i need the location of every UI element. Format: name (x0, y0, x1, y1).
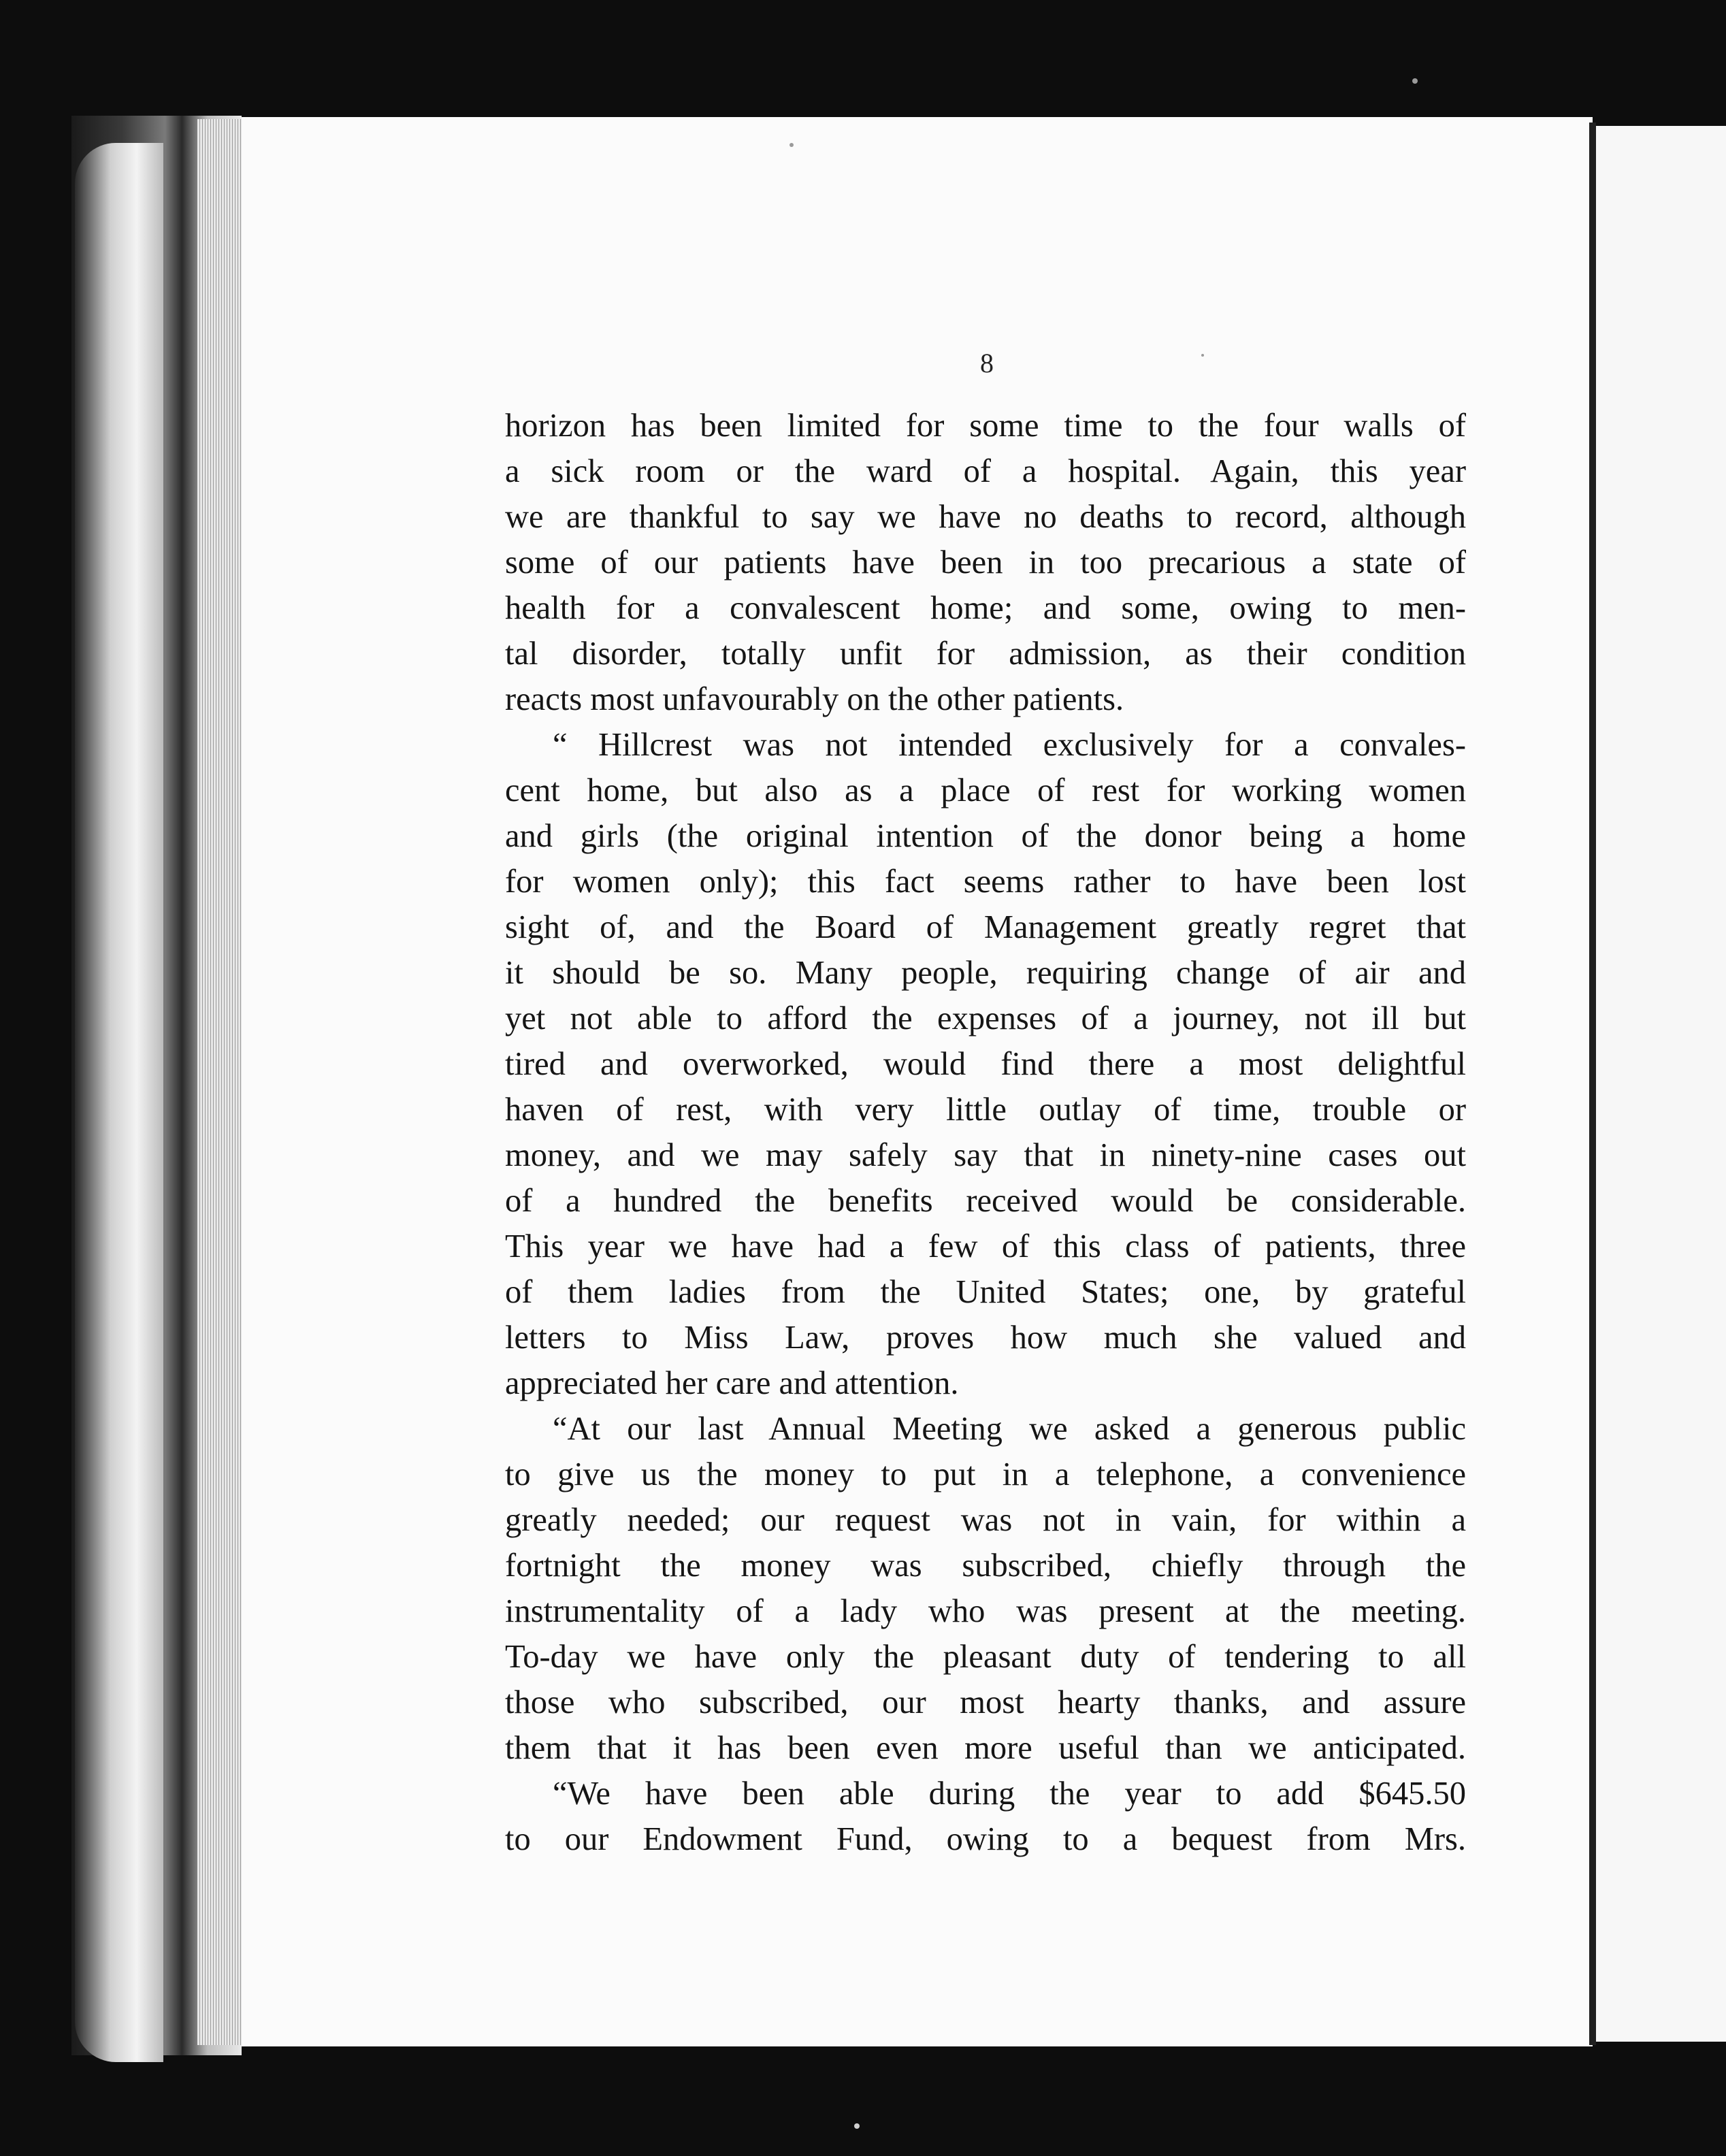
text-line: “At our last Annual Meeting we asked a generous public (553, 1411, 1466, 1447)
dust-speck (1412, 78, 1418, 84)
facing-page (1596, 126, 1726, 2042)
text-line: horizon has been limited for some time to the four walls of (505, 408, 1466, 444)
text-line: “ Hillcrest was not intended exclusively for a convales- (553, 727, 1466, 763)
text-line: health for a convalescent home; and some, owing to men- (505, 590, 1466, 626)
text-line: cent home, but also as a place of rest for working women (505, 772, 1466, 808)
text-line: to give us the money to put in a telephone, a convenience (505, 1456, 1466, 1492)
page-stack (197, 119, 245, 2045)
text-line: “We have been able during the year to add $645.50 (553, 1776, 1466, 1812)
text-line: money, and we may safely say that in ninety-nine cases out (505, 1137, 1466, 1173)
dust-speck (1201, 354, 1204, 357)
text-line: a sick room or the ward of a hospital. Again, this year (505, 453, 1466, 489)
text-line: of them ladies from the United States; one, by grateful (505, 1274, 1466, 1310)
text-line: reacts most unfavourably on the other patients. (505, 681, 1124, 717)
text-line: sight of, and the Board of Management greatly regret that (505, 909, 1466, 945)
text-line: of a hundred the benefits received would be considerable. (505, 1183, 1466, 1219)
text-line: This year we have had a few of this class of patients, three (505, 1228, 1466, 1264)
text-line: and girls (the original intention of the donor being a home (505, 818, 1466, 854)
text-line: haven of rest, with very little outlay of time, trouble or (505, 1092, 1466, 1128)
text-line: we are thankful to say we have no deaths to record, although (505, 499, 1466, 535)
dust-speck (789, 143, 794, 147)
text-line: tired and overworked, would find there a most delightful (505, 1046, 1466, 1082)
book-gutter (1589, 122, 1596, 2045)
text-line: instrumentality of a lady who was present at the meeting. (505, 1593, 1466, 1629)
text-line: those who subscribed, our most hearty thanks, and assure (505, 1684, 1466, 1720)
text-line: some of our patients have been in too precarious a state of (505, 544, 1466, 581)
text-line: yet not able to afford the expenses of a journey, not ill but (505, 1000, 1466, 1036)
text-line: to our Endowment Fund, owing to a bequest from Mrs. (505, 1821, 1466, 1857)
text-line: greatly needed; our request was not in vain, for within a (505, 1502, 1466, 1538)
text-line: To-day we have only the pleasant duty of tendering to all (505, 1639, 1466, 1675)
text-line: fortnight the money was subscribed, chiefly through the (505, 1548, 1466, 1584)
body-text (505, 403, 1466, 1862)
page-curl (75, 143, 163, 2062)
text-line: for women only); this fact seems rather to have been lost (505, 864, 1466, 900)
page-number: 8 (980, 348, 994, 378)
dust-speck (854, 2123, 860, 2129)
text-line: them that it has been even more useful than we anticipated. (505, 1730, 1466, 1766)
text-line: letters to Miss Law, proves how much she valued and (505, 1320, 1466, 1356)
text-line: appreciated her care and attention. (505, 1365, 959, 1401)
text-line: tal disorder, totally unfit for admission, as their condition (505, 636, 1466, 672)
text-line: it should be so. Many people, requiring change of air and (505, 955, 1466, 991)
